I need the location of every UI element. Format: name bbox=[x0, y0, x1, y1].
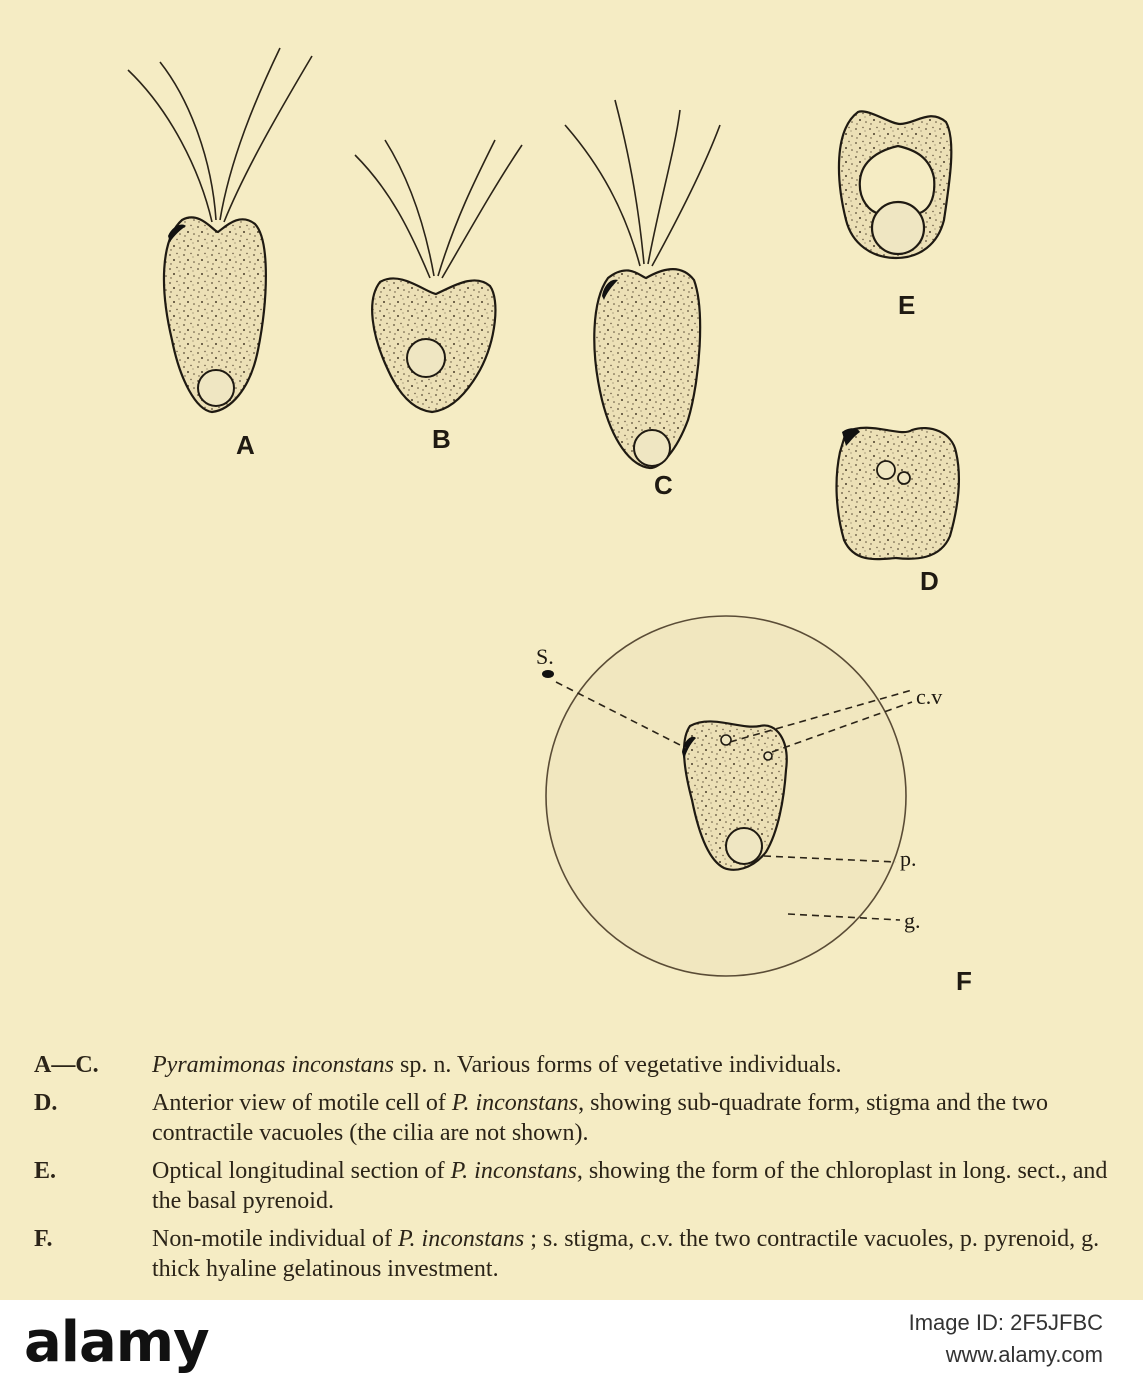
caption-key: A—C. bbox=[34, 1052, 99, 1078]
cell-a bbox=[128, 48, 312, 412]
cell-body-d bbox=[837, 428, 959, 559]
pyrenoid-c bbox=[634, 430, 670, 466]
caption-2 bbox=[34, 1088, 1114, 1148]
cell-e bbox=[839, 111, 951, 258]
pyrenoid-b bbox=[407, 339, 445, 377]
caption-run: , showing sub-quadrate form, stigma and the two contractile vacuoles (the cilia are not shown). bbox=[152, 1090, 1049, 1146]
caption-run: sp. n. Various forms of vegetative individuals. bbox=[394, 1052, 842, 1078]
small-spot-f bbox=[542, 670, 554, 678]
figure-label-d: D bbox=[920, 566, 939, 596]
figure-label-a: A bbox=[236, 430, 255, 460]
label-gelatinous-investment: g. bbox=[904, 908, 921, 933]
caption-text bbox=[34, 1156, 1114, 1216]
caption-run: Anterior view of motile cell of bbox=[152, 1090, 452, 1116]
caption-3 bbox=[34, 1156, 1114, 1216]
caption-run: Optical longitudinal section of bbox=[152, 1158, 451, 1184]
caption-key: F. bbox=[34, 1226, 53, 1252]
caption-key: D. bbox=[34, 1090, 58, 1116]
species-name: P. inconstans bbox=[397, 1226, 525, 1252]
caption-run: Non-motile individual of bbox=[152, 1226, 398, 1252]
label-pyrenoid: p. bbox=[900, 846, 917, 871]
species-name: Pyramimonas inconstans bbox=[152, 1052, 394, 1078]
caption-text bbox=[34, 1224, 1114, 1284]
stock-url-text: www.alamy.com bbox=[945, 1342, 1103, 1367]
image-id-text: Image ID: 2F5JFBC bbox=[908, 1310, 1103, 1335]
figure-captions bbox=[34, 1050, 1114, 1292]
label-stigma: S. bbox=[536, 644, 554, 669]
figure-label-b: B bbox=[432, 424, 451, 454]
vacuole-f-2 bbox=[764, 752, 772, 760]
figure-label-f: F bbox=[956, 966, 972, 996]
figure-label-e: E bbox=[898, 290, 916, 320]
vacuole-d-1 bbox=[877, 461, 895, 479]
vacuole-f-1 bbox=[721, 735, 731, 745]
cilia-a bbox=[128, 48, 312, 222]
cell-b bbox=[355, 140, 522, 412]
pyrenoid-f bbox=[726, 828, 762, 864]
cell-d bbox=[837, 428, 959, 559]
pyrenoid-a bbox=[198, 370, 234, 406]
cell-c bbox=[565, 100, 720, 468]
caption-key: E. bbox=[34, 1158, 57, 1184]
caption-text bbox=[34, 1050, 1114, 1080]
species-name: P. inconstans bbox=[450, 1158, 577, 1184]
cell-f bbox=[542, 616, 912, 976]
caption-1 bbox=[34, 1050, 1114, 1080]
caption-text bbox=[34, 1088, 1114, 1148]
alamy-logo: alamy bbox=[24, 1310, 209, 1375]
label-contractile-vacuoles: c.v bbox=[916, 684, 943, 709]
cilia-c bbox=[565, 100, 720, 266]
caption-run: , showing the form of the chloroplast in long. sect., and the basal pyrenoid. bbox=[152, 1158, 1108, 1214]
species-name: P. inconstans bbox=[451, 1090, 579, 1116]
pyrenoid-e bbox=[872, 202, 924, 254]
caption-4 bbox=[34, 1224, 1114, 1284]
cilia-b bbox=[355, 140, 522, 278]
vacuole-d-2 bbox=[898, 472, 910, 484]
figure-label-c: C bbox=[654, 470, 673, 500]
caption-run: ; s. stigma, c.v. the two contractile vacuoles, p. pyrenoid, g. thick hyaline gelatinous investment. bbox=[152, 1226, 1100, 1282]
